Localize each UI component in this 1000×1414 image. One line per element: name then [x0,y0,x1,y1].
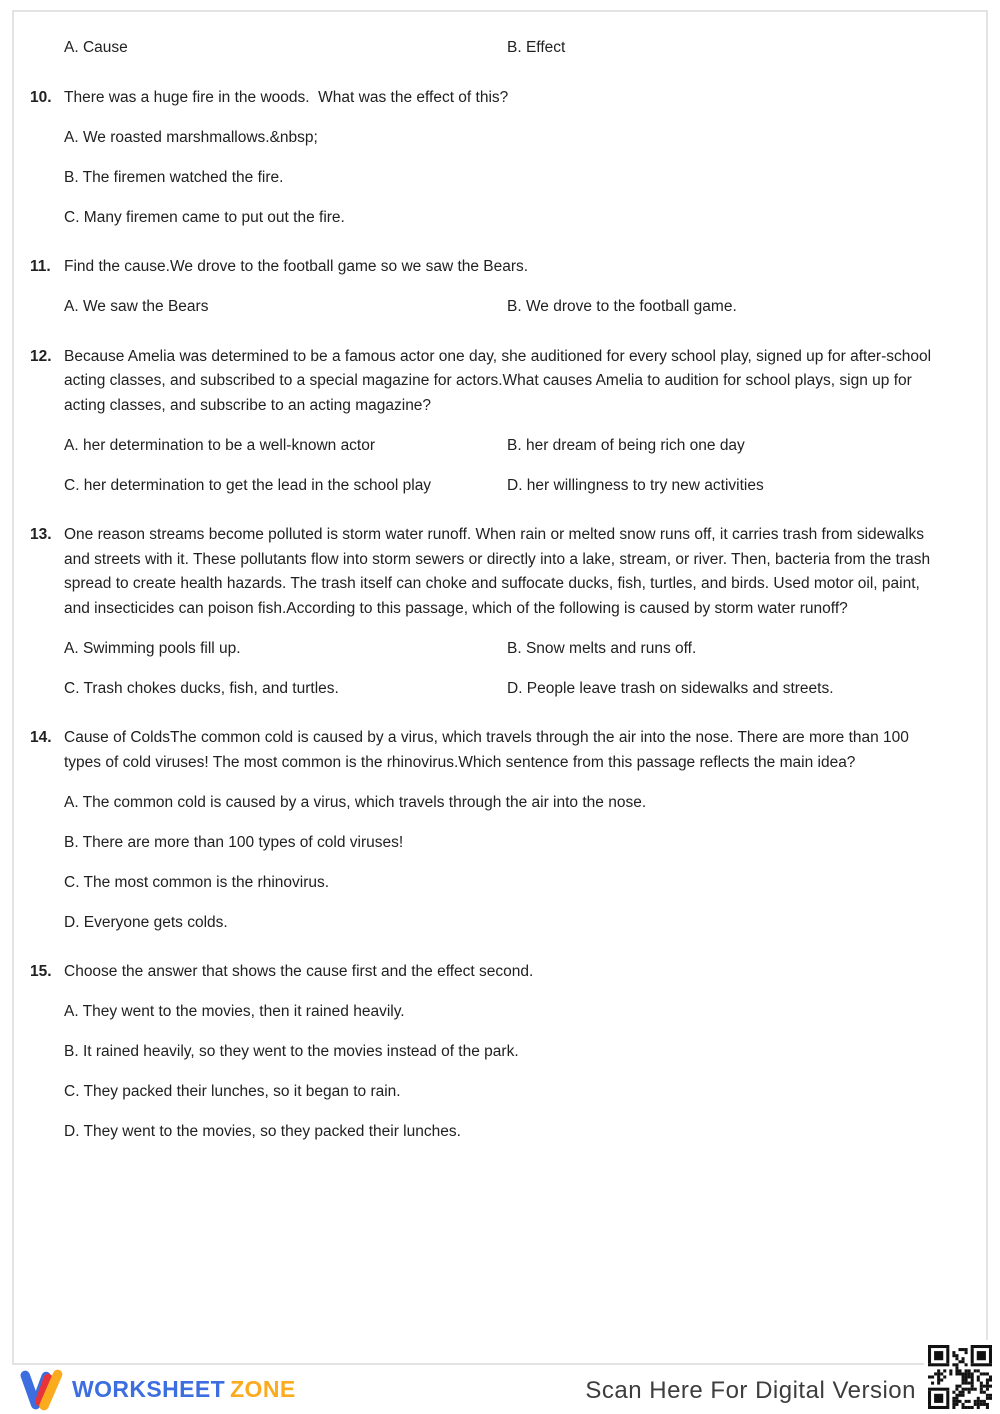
question-12 [14,345,986,499]
answer-option: C. The most common is the rhinovirus. [64,873,330,891]
answer-option: B. It rained heavily, so they went to the movies instead of the park. [64,1043,519,1060]
scan-here-label: Scan Here For Digital Version [585,1377,916,1404]
worksheetzone-logo-icon [20,1366,66,1413]
question-text: One reason streams become polluted is storm water runoff. When rain or melted snow runs off, it carries trash from sidewalks and streets with it. These pollutants flow into storm sewers or directly into a lake, stream, or river. Then, bacteria from the trash spread to create health hazards. The trash itself can choke and suffocate ducks, fish, turtles, and birds. Used motor oil, paint, and insecticides can poison fish.According to this passage, which of the following is caused by storm water runoff? [64,526,935,617]
question-14 [14,726,986,935]
answer-option: A. Cause [64,39,128,56]
answer-option: A. We saw the Bears [64,298,209,315]
answer-option: A. Swimming pools fill up. [64,639,241,657]
answer-option: B. Effect [507,39,566,56]
option-row [64,871,952,896]
answer-option: C. her determination to get the lead in the school play [64,476,432,494]
options [64,434,952,499]
footer-bar [0,1365,1000,1414]
question-text: There was a huge fire in the woods. What was the effect of this? [64,88,509,106]
option-row [64,1040,952,1065]
answer-option: A. They went to the movies, then it rained heavily. [64,1003,405,1020]
question-number: 10. [30,88,52,106]
answer-option: D. Everyone gets colds. [64,913,228,931]
options [64,295,952,320]
question-number: 15. [30,963,52,980]
option-row [64,126,952,151]
answer-option: D. People leave trash on sidewalks and streets. [507,679,834,697]
answer-option: B. The firemen watched the fire. [64,168,284,186]
question-10 [14,86,986,231]
carryover-option-row [14,36,986,61]
question-number: 11. [30,258,51,275]
option-row [64,1120,952,1145]
answer-option: D. her willingness to try new activities [507,476,764,494]
option-row [64,434,952,459]
answer-option: A. We roasted marshmallows.&nbsp; [64,128,318,146]
question-text: Choose the answer that shows the cause first and the effect second. [64,963,534,980]
brand-name [72,1376,296,1403]
question-text: Cause of ColdsThe common cold is caused by a virus, which travels through the air into the nose. There are more than 100 types of cold viruses! The most common is the rhinovirus.Which sentence from this passage reflects the main idea? [64,729,914,771]
option-row [64,911,952,936]
answer-option: B. Snow melts and runs off. [507,639,697,657]
question-11 [14,255,986,320]
option-row [64,474,952,499]
answer-option: A. The common cold is caused by a virus, which travels through the air into the nose. [64,793,647,811]
qr-code-container [924,1340,996,1414]
options [64,1000,952,1145]
option-row [64,166,952,191]
option-row [64,791,952,816]
option-row [64,677,952,702]
worksheet-content [12,10,988,1365]
question-list [14,86,986,1145]
question-13 [14,523,986,701]
option-row [64,1000,952,1025]
question-number: 14. [30,729,52,746]
qr-code [928,1345,992,1409]
answer-option: C. Many firemen came to put out the fire. [64,208,345,226]
question-15 [14,960,986,1145]
brand-logo [20,1366,296,1413]
option-row [64,295,952,320]
option-row [64,831,952,856]
brand-word-worksheet: WORKSHEET [72,1376,226,1402]
answer-option: B. There are more than 100 types of cold viruses! [64,833,404,851]
question-number: 13. [30,526,52,543]
question-text: Because Amelia was determined to be a famous actor one day, she auditioned for every school play, signed up for after-school acting classes, and subscribed to a special magazine for actors.What causes Amelia to audition for school plays, sign up for acting classes, and subscribe to an acting magazine? [64,347,936,414]
question-text: Find the cause.We drove to the football game so we saw the Bears. [64,258,529,275]
answer-option: D. They went to the movies, so they packed their lunches. [64,1123,461,1140]
options [64,791,952,936]
question-number: 12. [30,347,52,365]
answer-option: A. her determination to be a well-known actor [64,436,376,454]
answer-option: C. Trash chokes ducks, fish, and turtles. [64,679,339,697]
options [64,126,952,231]
option-row [64,206,952,231]
answer-option: B. her dream of being rich one day [507,436,745,454]
answer-option: B. We drove to the football game. [507,298,737,315]
option-row [64,637,952,662]
answer-option: C. They packed their lunches, so it began to rain. [64,1083,401,1100]
brand-word-zone: ZONE [230,1376,296,1402]
option-row [64,1080,952,1105]
options [64,637,952,702]
